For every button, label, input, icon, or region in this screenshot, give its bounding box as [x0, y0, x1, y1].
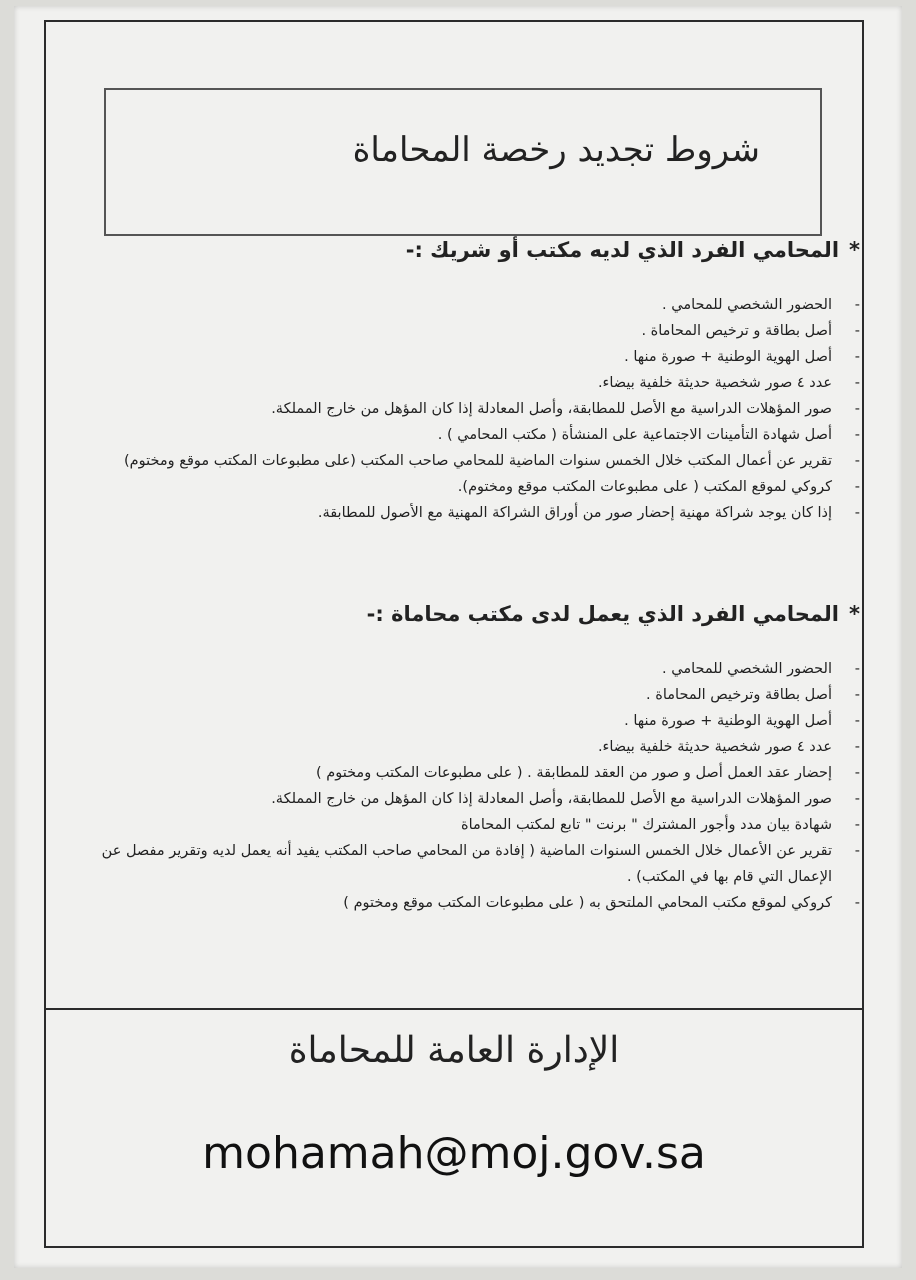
list-item — [100, 344, 860, 370]
dash-bullet: - — [854, 895, 860, 911]
dash-bullet: - — [854, 375, 860, 391]
list-item-text: الحضور الشخصي للمحامي . — [662, 297, 832, 313]
dash-bullet: - — [854, 843, 860, 859]
contact-email: mohamah@moj.gov.sa — [202, 1128, 706, 1179]
list-item — [100, 890, 860, 916]
dash-bullet: - — [854, 817, 860, 833]
list-item — [100, 318, 860, 344]
list-item-text: صور المؤهلات الدراسية مع الأصل للمطابقة، وأصل المعادلة إذا كان المؤهل من خارج المملكة. — [271, 401, 832, 417]
list-item — [100, 812, 860, 838]
dash-bullet: - — [854, 427, 860, 443]
list-item-text: كروكي لموقع مكتب المحامي الملتحق به ( على مطبوعات المكتب موقع ومختوم ) — [343, 895, 832, 911]
dash-bullet: - — [854, 661, 860, 677]
list-item — [100, 760, 860, 786]
dash-bullet: - — [854, 349, 860, 365]
dash-bullet: - — [854, 713, 860, 729]
dash-bullet: - — [854, 323, 860, 339]
list-item-text: أصل شهادة التأمينات الاجتماعية على المنشأة ( مكتب المحامي ) . — [437, 427, 832, 443]
list-item — [100, 708, 860, 734]
footer-box — [44, 1008, 864, 1248]
section1-heading-text: المحامي الفرد الذي لديه مكتب أو شريك :- — [405, 238, 840, 262]
list-item — [100, 370, 860, 396]
list-item — [100, 292, 860, 318]
section1-list — [100, 292, 860, 526]
dash-bullet: - — [854, 687, 860, 703]
dash-bullet: - — [854, 765, 860, 781]
list-item-text: كروكي لموقع المكتب ( على مطبوعات المكتب موقع ومختوم). — [457, 479, 832, 495]
list-item — [100, 786, 860, 812]
dash-bullet: - — [854, 791, 860, 807]
list-item-text: إذا كان يوجد شراكة مهنية إحضار صور من أوراق الشراكة المهنية مع الأصول للمطابقة. — [317, 505, 832, 521]
list-item-text: عدد ٤ صور شخصية حديثة خلفية بيضاء. — [597, 375, 832, 391]
dash-bullet: - — [854, 479, 860, 495]
list-item-text: عدد ٤ صور شخصية حديثة خلفية بيضاء. — [597, 739, 832, 755]
list-item-text: تقرير عن أعمال المكتب خلال الخمس سنوات الماضية للمحامي صاحب المكتب (على مطبوعات المكتب موقع ومختوم) — [124, 453, 832, 469]
list-item-text: الحضور الشخصي للمحامي . — [662, 661, 832, 677]
section2-heading-text: المحامي الفرد الذي يعمل لدى مكتب محاماة :- — [366, 602, 840, 626]
list-item-text: صور المؤهلات الدراسية مع الأصل للمطابقة، وأصل المعادلة إذا كان المؤهل من خارج المملكة. — [271, 791, 832, 807]
list-item-text: أصل بطاقة و ترخيص المحاماة . — [641, 323, 832, 339]
dash-bullet: - — [854, 505, 860, 521]
list-item-text: أصل الهوية الوطنية + صورة منها . — [624, 349, 832, 365]
list-item-text: شهادة بيان مدد وأجور المشترك " برنت " تابع لمكتب المحاماة — [461, 817, 832, 833]
list-item — [100, 656, 860, 682]
section1-heading — [406, 238, 860, 262]
star-bullet: * — [849, 602, 860, 626]
star-bullet: * — [849, 238, 860, 262]
document-title: شروط تجديد رخصة المحاماة — [352, 130, 760, 170]
dash-bullet: - — [854, 401, 860, 417]
dash-bullet: - — [854, 739, 860, 755]
list-item-text: تقرير عن الأعمال خلال الخمس السنوات الماضية ( إفادة من المحامي صاحب المكتب يفيد أنه يعمل لديه وتقرير مفصل عن الإعمال التي قام بها في المكتب) . — [101, 843, 832, 885]
list-item-text: أصل الهوية الوطنية + صورة منها . — [624, 713, 832, 729]
dash-bullet: - — [854, 297, 860, 313]
department-name: الإدارة العامة للمحاماة — [288, 1030, 620, 1071]
list-item — [100, 422, 860, 448]
list-item — [100, 448, 860, 474]
list-item-text: إحضار عقد العمل أصل و صور من العقد للمطابقة . ( على مطبوعات المكتب ومختوم ) — [315, 765, 832, 781]
list-item-text: أصل بطاقة وترخيص المحاماة . — [646, 687, 832, 703]
dash-bullet: - — [854, 453, 860, 469]
list-item — [100, 474, 860, 500]
list-item — [100, 500, 860, 526]
list-item — [100, 734, 860, 760]
title-box — [104, 88, 822, 236]
section2-heading — [367, 602, 860, 626]
list-item — [100, 682, 860, 708]
section2-list — [100, 656, 860, 916]
list-item — [100, 838, 860, 890]
list-item — [100, 396, 860, 422]
